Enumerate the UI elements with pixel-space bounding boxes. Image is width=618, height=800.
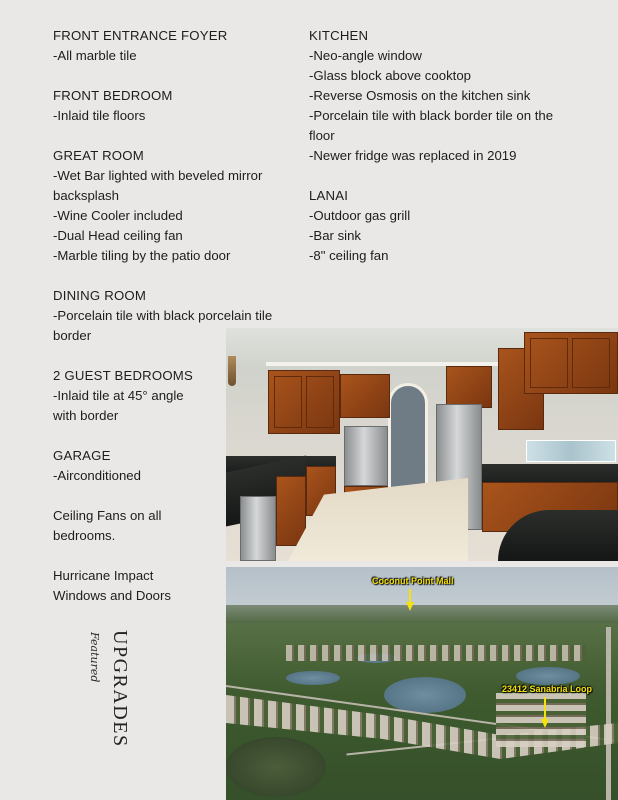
feature-line: -Outdoor gas grill — [309, 208, 411, 223]
cabinet-door — [572, 338, 610, 388]
section-title: FRONT BEDROOM — [53, 88, 173, 103]
section-front-entrance-foyer — [53, 26, 293, 66]
feature-line: Hurricane Impact — [53, 568, 154, 583]
lake — [516, 667, 580, 685]
lake — [226, 737, 326, 797]
arrow-mall-shaft — [409, 589, 411, 603]
glass-block-window — [526, 440, 616, 462]
road — [606, 627, 611, 800]
feature-line: -Inlaid tile at 45° angle — [53, 388, 184, 403]
arrow-home-shaft — [544, 697, 546, 721]
wall-oven — [344, 426, 388, 486]
base-cabinet — [276, 476, 306, 546]
section-title: DINING ROOM — [53, 288, 147, 303]
upper-cabinet — [340, 374, 390, 418]
pendant-light — [228, 356, 236, 386]
cabinet-door — [530, 338, 568, 388]
cabinet-door — [306, 376, 334, 428]
feature-line: bedrooms. — [53, 528, 116, 543]
feature-line: Ceiling Fans on all — [53, 508, 162, 523]
house-rows — [286, 645, 586, 661]
arrow-mall-icon — [406, 602, 414, 611]
section-title: LANAI — [309, 188, 349, 203]
feature-line: -Bar sink — [309, 228, 362, 243]
label-sanabria-loop: 23412 Sanabria Loop — [502, 684, 593, 694]
cabinet-door — [274, 376, 302, 428]
feature-line: floor — [309, 128, 335, 143]
section-title: KITCHEN — [309, 28, 369, 43]
right-feature-column — [309, 26, 579, 286]
feature-line: -Glass block above cooktop — [309, 68, 471, 83]
section-great-room — [53, 146, 293, 266]
lake — [286, 671, 340, 685]
feature-line: border — [53, 328, 92, 343]
brand-script: Featured — [88, 632, 101, 683]
section-title: 2 GUEST BEDROOMS — [53, 368, 193, 383]
section-front-bedroom — [53, 86, 293, 126]
aerial-photo — [226, 567, 618, 800]
feature-line: -Newer fridge was replaced in 2019 — [309, 148, 517, 163]
section-title: FRONT ENTRANCE FOYER — [53, 28, 228, 43]
feature-line: with border — [53, 408, 119, 423]
feature-line: -8" ceiling fan — [309, 248, 389, 263]
section-title: GREAT ROOM — [53, 148, 144, 163]
feature-line: -Dual Head ceiling fan — [53, 228, 183, 243]
feature-line: -All marble tile — [53, 48, 137, 63]
feature-line: Windows and Doors — [53, 588, 172, 603]
feature-line: backsplash — [53, 188, 119, 203]
arrow-home-icon — [541, 719, 549, 728]
lake — [384, 677, 466, 713]
brand-title: UPGRADES — [109, 630, 131, 748]
feature-line: -Porcelain tile with black border tile on the — [309, 108, 554, 123]
arched-doorway — [388, 383, 428, 493]
feature-line: -Wet Bar lighted with beveled mirror — [53, 168, 263, 183]
section-lanai — [309, 186, 579, 266]
brand-logo — [70, 622, 130, 772]
feature-line: -Inlaid tile floors — [53, 108, 146, 123]
feature-line: -Neo-angle window — [309, 48, 422, 63]
feature-line: -Reverse Osmosis on the kitchen sink — [309, 88, 531, 103]
feature-line: -Porcelain tile with black porcelain tile — [53, 308, 273, 323]
feature-line: -Wine Cooler included — [53, 208, 183, 223]
kitchen-photo — [226, 328, 618, 561]
upper-cabinet — [446, 366, 492, 408]
section-kitchen — [309, 26, 579, 166]
feature-line: -Marble tiling by the patio door — [53, 248, 231, 263]
dishwasher — [240, 496, 276, 561]
label-coconut-point-mall: Coconut Point Mall — [372, 576, 454, 586]
section-title: GARAGE — [53, 448, 111, 463]
feature-line: -Airconditioned — [53, 468, 141, 483]
horizon — [226, 605, 618, 623]
